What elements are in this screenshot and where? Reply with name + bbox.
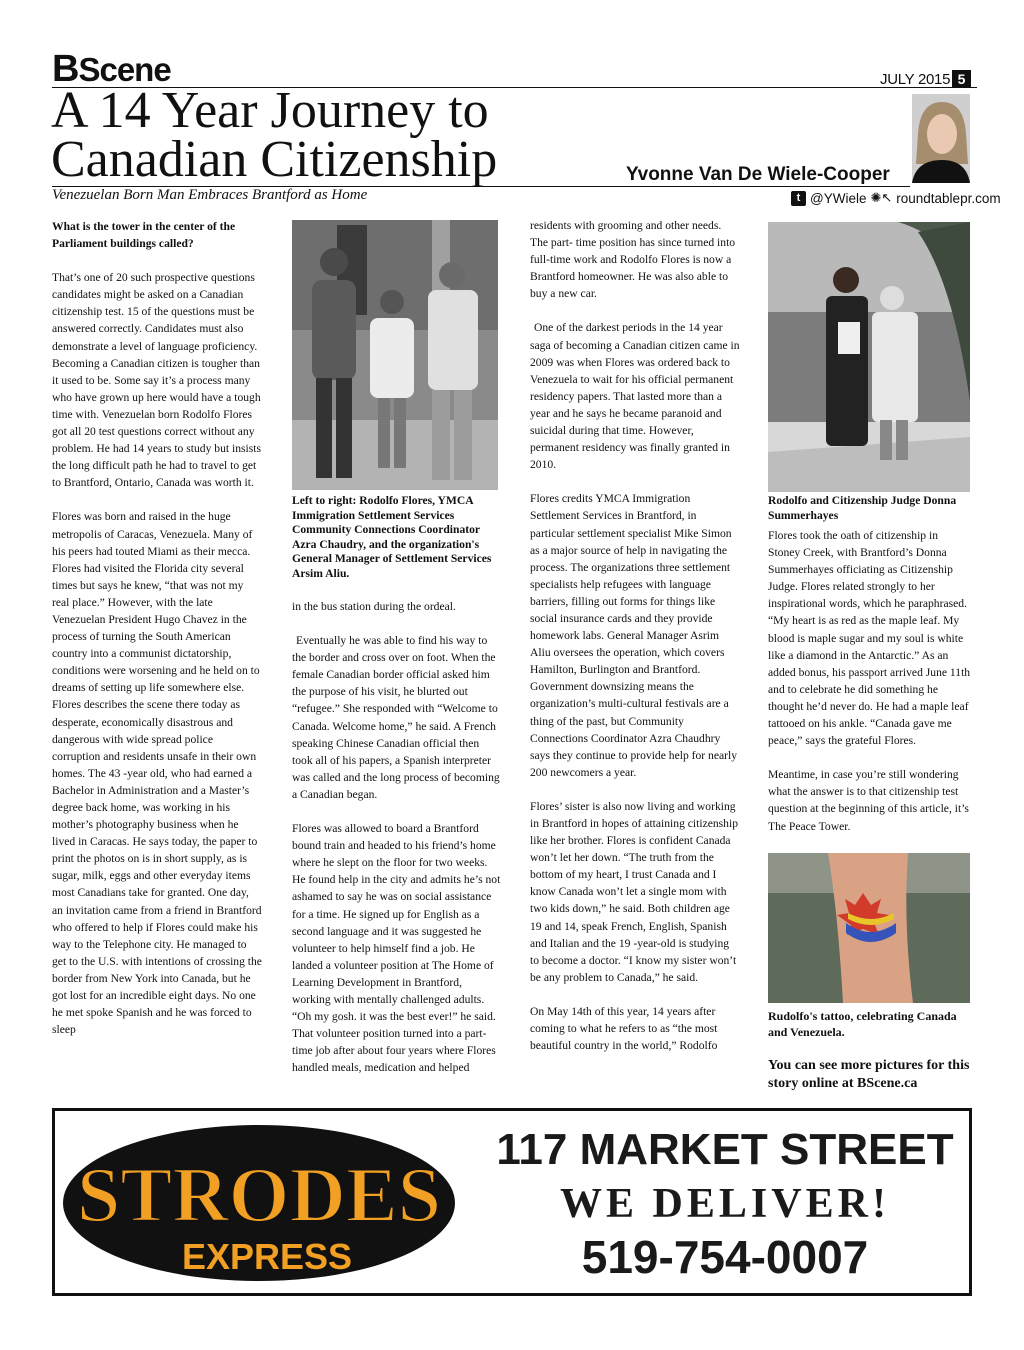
photo-caption: Rodolfo and Citizenship Judge Donna Summerhayes bbox=[768, 494, 957, 522]
strodes-advertisement[interactable] bbox=[52, 1108, 972, 1296]
photo-ceremony bbox=[768, 222, 970, 492]
logo-word-strodes: STRODES bbox=[76, 1151, 442, 1238]
paragraph: That’s one of 20 such prospective questions candidates might be asked on a Canadian citizenship test. 15 of the questions must be answered correctly. Candidates must also demonstrate a level of language proficiency. Becoming a Canadian citizen is tougher than it used to be. Some say it’s a process many who have grown up here would have a tough time with. Venezuelan born Rodolfo Flores got all 20 test questions correct without any problem. He had 14 years to study but insists the long difficult path he had to travel to get to Brantford, Ontario, Canada was worth it. bbox=[52, 271, 261, 490]
lead-question: What is the tower in the center of the Parliament buildings called? bbox=[52, 220, 236, 251]
paragraph: in the bus station during the ordeal. bbox=[292, 600, 456, 613]
column-3 bbox=[530, 217, 740, 1071]
column-4 bbox=[768, 494, 973, 852]
paragraph: Flores’ sister is also now living and working in Brantford in hopes of attaining citizenship like her brother. Flores is confident Canada won’t let her down. “The truth from the bottom of my heart, I trust Canada and I know Canada won’t let a single mom with two kids down,” he said. Both children age 19 and 14, speak French, English, Spanish and Italian and the 19 -year-old is studying to become a doctor. “I know my sister won’t be any problem to Canada,” he said. bbox=[530, 799, 738, 984]
paragraph: Meantime, in case you’re still wondering what the answer is to that citizenship test question at the beginning of this article, it’s The Peace Tower. bbox=[768, 768, 969, 833]
paragraph: Eventually he was able to find his way to the border and cross over on foot. When the female Canadian border official asked him the purpose of his visit, he blurted out “refugee.” She responded with “Welcome to Canada. Welcome home,” he said. A French speaking Chinese Canadian official then took all of his papers, a Spanish interpreter was called and the long process of becoming a Canadian began. bbox=[292, 634, 500, 801]
brand-logo: BScene bbox=[52, 48, 171, 90]
paragraph: One of the darkest periods in the 14 year saga of becoming a Canadian citizen came in 2009 was when Flores was ordered back to Venezuela to wait for his official permanent residency papers. That lasted more than a year and he says he became paranoid and suicidal during that time. However, permanent residency was finally granted in 2010. bbox=[530, 321, 740, 472]
author-social bbox=[791, 190, 1001, 206]
website-link[interactable]: roundtablepr.com bbox=[896, 190, 1001, 206]
paragraph: Flores credits YMCA Immigration Settlement Services in Brantford, in particular settlement specialist Mike Simon as a major source of help in navigating the process. The organizations three settlement specialists help refugees with language barriers, filling out forms for things like social insurance cards and they provide homework labs. General Manager Asrim Aliu oversees the operation, which covers Hamilton, Burlington and Brantford. Government downsizing means the organization’s multi-cultural festivals are a thing of the past, but Community Connections Coordinator Azra Chaudhry says they continue to provide help for nearly 200 newcomers a year. bbox=[530, 492, 738, 779]
photo-tattoo bbox=[768, 853, 970, 1003]
byline: Yvonne Van De Wiele-Cooper bbox=[626, 164, 890, 185]
ad-delivery: WE DELIVER! bbox=[560, 1181, 890, 1227]
subhead: Venezuelan Born Man Embraces Brantford as Home bbox=[52, 187, 368, 203]
paragraph: Flores took the oath of citizenship in Stoney Creek, with Brantford’s Donna Summerhayes officiating as Citizenship Judge. Flores related strongly to her inspirational words, which he paraphrased. “My heart is as red as the maple leaf. My blood is maple sugar and my soul is white like a diamond in the Antarctic.” As an added bonus, his passport arrived June 11th and to celebrate he did something he thought he’d never do. He had a maple leaf tattooed on his ankle. “Canada gave me peace,” says the grateful Flores. bbox=[768, 529, 971, 748]
twitter-icon: t bbox=[791, 191, 806, 206]
ad-address: 117 MARKET STREET bbox=[496, 1125, 954, 1174]
strodes-logo bbox=[59, 1121, 459, 1286]
paragraph: Flores was born and raised in the huge metropolis of Caracas, Venezuela. Many of his peers had touted Miami as their mecca. Flores had visited the Florida city several times but says he knew, “that was not my real place.” However, with the late Venezuelan President Hugo Chavez in the process of turning the South American country into a communist dictatorship, conditions were worsening and he held on to dreams of setting up life somewhere else. Flores describes the scene there today as desperate, economically disastrous and dangerous with wide spread police corruption and residents unsafe in their own homes. The 43 -year old, who had earned a Bachelor in Administration and a Master’s degree back home, was working in his mother’s photography business when he lived in Caracas. He says today, the paper to print the photos on is in short supply, as is sugar, milk, eggs and other everyday items most Canadians take for granted. One day, an invitation came from a friend in Brantford who offered to help if Flores could make his way to the Telephone city. He managed to get to the U.S. with intentions of crossing the border from New York into Canada, but he got lost for an incredible eight days. No one he met spoke Spanish and he was forced to sleep bbox=[52, 510, 262, 1037]
paragraph: Flores was allowed to board a Brantford bound train and headed to his friend’s home where he slept on the floor for two weeks. He found help in the city and admits he’s not ashamed to say he was on social assistance for a time. He signed up for English as a second language and it was suggested he volunteer to help himself find a job. He landed a volunteer position at The Home of Learning Development in Brantford, working with mentally challenged adults. “Oh my gosh. it was the best ever!” he said. That volunteer position turned into a part-time job after about four years where Flores handled meals, medication and helped bbox=[292, 822, 501, 1075]
author-photo bbox=[912, 94, 970, 183]
ad-phone[interactable]: 519-754-0007 bbox=[581, 1231, 869, 1283]
page-number: 5 bbox=[952, 70, 971, 88]
more-online-note: You can see more pictures for this story online at BScene.ca bbox=[768, 1058, 970, 1091]
paragraph: residents with grooming and other needs. The part- time position has since turned into full-time work and Rodolfo Flores is now a Brantford homeowner. He was also able to buy a new car. bbox=[530, 219, 736, 301]
logo-word-express: EXPRESS bbox=[181, 1236, 353, 1277]
headline: A 14 Year Journey to Canadian Citizenship bbox=[51, 82, 498, 188]
tattoo-caption-block bbox=[768, 1008, 973, 1110]
column-1 bbox=[52, 218, 262, 1055]
sparkle-icon: ✺↖ bbox=[870, 190, 893, 205]
issue-date: JULY 2015 bbox=[880, 71, 951, 88]
photo-caption: Left to right: Rodolfo Flores, YMCA Immigration Settlement Services Community Connections Coordinator Azra Chaudry, and the organization's General Manager of Settlement Services Arsim Aliu. bbox=[292, 494, 492, 580]
paragraph: On May 14th of this year, 14 years after coming to what he refers to as “the most beautiful country in the world,” Rodolfo bbox=[530, 1004, 718, 1053]
twitter-handle[interactable]: @YWiele bbox=[810, 190, 867, 206]
column-2 bbox=[292, 494, 502, 1093]
photo-group bbox=[292, 220, 498, 490]
photo-caption: Rudolfo's tattoo, celebrating Canada and Venezuela. bbox=[768, 1009, 957, 1039]
